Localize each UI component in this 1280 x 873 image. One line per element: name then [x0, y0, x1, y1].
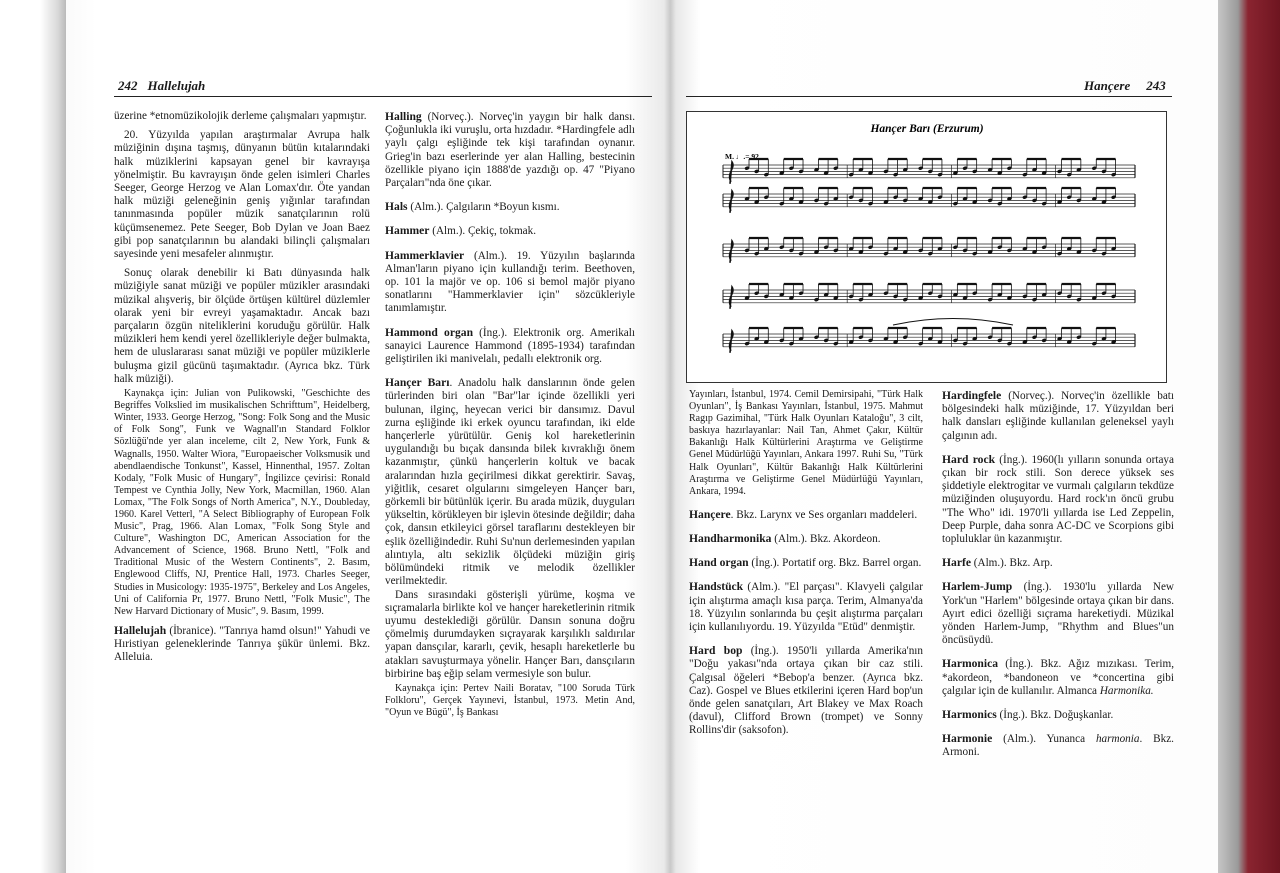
left-col-1	[114, 110, 370, 674]
definition-italic: harmonia	[1095, 733, 1140, 746]
slur	[893, 319, 1013, 326]
left-page-edge	[0, 0, 66, 873]
headword: Hals	[385, 200, 408, 214]
score-tempo: M. ♩.= 92	[725, 152, 759, 161]
entry-hand-organ	[689, 556, 923, 570]
music-score	[687, 112, 1166, 382]
right-page-edge	[1218, 0, 1280, 873]
headword: Hallelujah	[114, 623, 167, 637]
headword: Handharmonika	[689, 532, 772, 546]
staves	[723, 159, 1135, 353]
entry-hardingfele	[942, 389, 1174, 443]
entry-hard-bop	[689, 644, 923, 737]
entry-handharmonika	[689, 532, 923, 546]
bibliography: Yayınları, İstanbul, 1974. Cemil Demirsipahi, "Türk Halk Oyunları", İş Bankası Yayınları, İstanbul, 1975. Mahmut Ragıp Gazimihal, "Türk Halk Oyunları Kataloğu", 3 cilt, baskıya hazırlayanlar: Nail Tan, Ahmet Çakır, Kültür Bakanlığı Halk Kültürlerini Araştırma ve Geliştirme Genel Müdürlüğü Yayınları, Ankara 1997. Ruhi Su, "Türk Halk Oyunları", Kültür Bakanlığı Halk Kültürlerini Araştırma ve Geliştirme Genel Müdürlüğü Yayınları, Ankara, 1994.	[689, 389, 923, 497]
entry-hancere	[689, 508, 923, 522]
definition: (Alm.). Bkz. Arp.	[970, 557, 1053, 570]
music-score-figure	[686, 111, 1167, 383]
entry-handstuck	[689, 580, 923, 634]
book-gutter	[664, 0, 676, 873]
left-running-head	[114, 78, 205, 94]
paragraph: Sonuç olarak denebilir ki Batı dünyasında halk müziğiyle sanat müziği ve popüler müzikler arasındaki müzikal alışveriş, bir ölçüde örtüşen kültürel düzlemler olarak yeni bir evreyi yaşamaktadır. Ancak bazı parçaların özgün niteliklerini koruduğu görülür. Halk müzikleri hem kendi yerel özellikleriyle değer bulmakta, hem de uluslararası sanat müziği ve popüler müziklerle buluşma gizil gücünü taşımaktadır. (Ayrıca bkz. Türk halk müziği).	[114, 267, 370, 385]
right-running-head	[1084, 78, 1166, 94]
score-title: Hançer Barı (Erzurum)	[870, 123, 984, 135]
definition: . Anadolu halk danslarının önde gelen türlerinden biri olan "Bar"lar içinde özellikli yeri bulunan, ilginç, heyecan verici bir dansımız. Davul zurna eşliğinde iki erkek oyuncu tarafından, iki elde hançerlerle yürütülür. Geniş kol hareketlerinin uygulandığı bu bıçak dansında bilek kıvraklığı önem kazanmıştır, çünkü hançerlerin koltuk ve bacak aralarından hızla geçirilmesi dikkat gerektirir. Savaş, yiğitlik, cesaret olgularını simgeleyen Hançer barı, görkemli bir bütünlük içerir. Bu arada müzik, duyguları yükseltin, körükleyen bir işlevin ötesinde değildir; daha çok, dansın etkileyici görsel taraflarını destekleyen bir eşlik özelliğindedir. Ruhi Su'nun derlemesinden yapılan alıntıyla, altı sekizlik ölçüdeki müziğin giriş bölümündeki ritmik ve melodik özellikler verilmektedir.	[385, 377, 635, 588]
headword: Hançer Barı	[385, 376, 450, 390]
paragraph: üzerine *etnomüzikolojik derleme çalışmaları yapmıştır.	[114, 110, 367, 122]
headword: Hardingfele	[942, 389, 1002, 402]
entry-harfe	[942, 556, 1174, 570]
headword: Harmonics	[942, 708, 997, 722]
right-header-rule	[686, 96, 1172, 97]
headword: Halling	[385, 110, 422, 123]
entry-hals	[385, 200, 635, 214]
definition: (İng.). Portatif org. Bkz. Barrel organ.	[748, 557, 922, 570]
headword: Harfe	[942, 556, 971, 570]
headword: Harlem-Jump	[942, 580, 1013, 594]
definition: (Alm.). "El parçası". Klavyeli çalgılar için alıştırma amaçlı kısa parça. Terim, Almanya'da 18. Yüzyılın sonlarında bu çeşit alıştırma parçaları için kullanılıyordu. 19. Yüzyılda "Etüd" denmiştir.	[689, 581, 923, 634]
headword: Hammerklavier	[385, 248, 465, 262]
entry-hallelujah	[114, 624, 370, 665]
right-col-2	[942, 389, 1174, 770]
entry-halling	[385, 110, 635, 190]
headword: Hand organ	[689, 556, 749, 570]
definition: (İng.). Bkz. Ağız mızıkası. Terim, *akordeon, *bandoneon ve *concertina gibi çalgılar için de kullanılır. Almanca	[942, 658, 1174, 697]
left-col-2	[385, 110, 635, 725]
entry-hancer-bari	[385, 376, 635, 588]
entry-hammerklavier	[385, 249, 635, 316]
entry-harlem-jump	[942, 580, 1174, 647]
right-page-header-title: Hançere	[1084, 78, 1131, 93]
headword: Hançere	[689, 507, 731, 521]
entry-harmonics	[942, 708, 1174, 722]
definition: (İng.). 1950'li yıllarda Amerika'nın "Doğu yakası"nda ortaya çıkan bir caz stili. Çalgısal öğeleri *Bebop'a benzer. (Ayrıca bkz. Caz). Gospel ve Blues etkilerini içeren Hard bop'un önde gelen sanatçıları, Art Blakey ve Max Roach (davul), Clifford Brown (trompet) ve Sonny Rollins'dir (saksofon).	[689, 645, 923, 737]
definition: (Norveç.). Norveç'in yaygın bir halk dansı. Çoğunlukla iki vuruşlu, orta hızdadır. *Hardingfele adlı yaylı çalgı eşliğinde tek kişi tarafından oynanır. Grieg'in bazı eserlerinde yer alan Halling, bestecinin özellikle piyano için 1888'de yazdığı op. 47 "Piyano Parçaları"nda öne çıkar.	[385, 111, 635, 190]
headword: Hammond organ	[385, 325, 474, 339]
headword: Harmonie	[942, 732, 993, 746]
definition: (İng.). Bkz. Doğuşkanlar.	[996, 709, 1114, 722]
headword: Harmonica	[942, 657, 999, 671]
definition: (İng.). 1960(lı yılların sonunda ortaya çıkan bir rock stili. Son derece yüksek ses şiddetiyle elektrogitar ve vurmalı çalgıların tekdüze müziğinden oluşuyordu. Hard rock'ın öncü grubu "The Who" idi. 1970'li yıllarda ise Led Zeppelin, Deep Purple, daha sonra AC-DC ve Scorpions gibi topluluklar ün kazanmıştır.	[942, 453, 1174, 546]
definition: (Norveç.). Norveç'in özellikle batı bölgesindeki halk müziğinde, 17. Yüzyıldan beri halk dansları eşliğinde kullanılan geleneksel yaylı çalgının adı.	[942, 390, 1174, 442]
entry-hard-rock	[942, 453, 1174, 546]
headword: Hard rock	[942, 452, 996, 466]
entry-harmonica	[942, 657, 1174, 698]
definition: (Alm.). Yunanca	[992, 733, 1096, 746]
entry-harmonie	[942, 732, 1174, 759]
definition: (Alm.). Bkz. Akordeon.	[771, 533, 881, 546]
headword: Hammer	[385, 224, 430, 238]
entry-hammond-organ	[385, 326, 635, 367]
bibliography: Kaynakça için: Pertev Naili Boratav, "100 Soruda Türk Folkloru", Gerçek Yayınevi, İstanbul, 1973. Metin And, "Oyun ve Bügü", İş Bankası	[385, 682, 635, 719]
definition: (İbranice). "Tanrıya hamd olsun!" Yahudi ve Hıristiyan geleneklerinde Tanrıya şükür ünlemi. Bkz. Alleluia.	[114, 624, 370, 664]
paragraph: Dans sırasındaki gösterişli yürüme, koşma ve sıçramalarla birlikte kol ve hançer hareketlerinin ritmik uyumu desteklediği görülür. Dansın sonuna doğru çömelmiş durumdayken sıçrayarak karşılıklı saldırılar yapan dansçılar, kararlı, çevik, hesaplı hareketlerle bu atakları savuşturmaya yönelir. Hançer Barı, dansçıların birbirine baş eğip selam vermesiyle son bulur.	[385, 588, 635, 680]
bibliography: Kaynakça için: Julian von Pulikowski, "Geschichte des Begriffes Volkslied im musikalischen Schrifttum", Heidelberg, Winter, 1933. George Herzog, "Song: Folk Song and the Music of Folk Song", Funk ve Wagnall'ın Standard Folklor Sözlüğü'nde yer alan inceleme, cilt 2, New York, Funk & Wagnalls, 1950. Walter Wiora, "Europaeischer Volksmusik und abendlaendische Tonkunst", Kassel, Hinnenthal, 1957. Zoltan Kodaly, "Folk Music of Hungary", İngilizce çevirisi: Ronald Tempest ve Cynthia Jolly, New York, Macmillan, 1960. Alan Lomax, "The Folk Songs of North America", N.Y., Doubleday, 1960. Karel Vetterl, "A Select Bibliography of European Folk Music", Prag, 1966. Alan Lomax, "Folk Song Style and Culture", Washington DC, American Association for the Advancement of Science, 1968. Bruno Nettl, "Folk and Traditional Music of the Western Continents", 2. Basım, Englewood Cliffs, NJ, Prentice Hall, 1973. Charles Seeger, Studies in Musicology: 1935-1975", Berkeley and Los Angeles, Uni of California Pr, 1977. Bruno Nettl, "Folk Music", The New Harvard Dictionary of Music", 9. Basım, 1999.	[114, 388, 370, 617]
definition: (Alm.). Çalgıların *Boyun kısmı.	[407, 201, 560, 214]
definition: . Bkz. Larynx ve Ses organları maddeleri.	[730, 508, 918, 521]
definition: (İng.). 1930'lu yıllarda New York'un "Harlem" bölgesinde ortaya çıkan bir dans. Ayırt edici özelliği sıçrama hareketiydi. Müzikal yönden Harlem-Jump, "Rhythm and Blues"un öncüsüydü.	[942, 581, 1174, 647]
left-page-number: 242	[118, 78, 138, 93]
entry-hammer	[385, 224, 635, 238]
definition-italic: Harmonika.	[1099, 684, 1154, 697]
left-header-rule	[114, 96, 652, 97]
definition: (İng.). Elektronik org. Amerikalı sanayici Laurence Hammond (1895-1934) tarafından geliştirilen iki manivelalı, pedallı elektronik org.	[385, 326, 635, 366]
headword: Handstück	[689, 580, 744, 594]
definition: (Alm.). Çekiç, tokmak.	[429, 225, 537, 238]
paragraph: 20. Yüzyılda yapılan araştırmalar Avrupa halk müziğinin dışına taşmış, dünyanın bütün kıtalarındaki halk müziklerini kapsayan genel bir kavrayışa yönelmiştir. Bu kavrayışın önde gelen isimleri Charles Seeger, George Herzog ve Alan Lomax'dır. Öte yandan halk müziği geleneğinin geniş yığınlar tarafından tanınmasında popüler müzik sanatçılarının rolü küçümsenemez. Pete Seeger, Bob Dylan ve Joan Baez gibi pop sanatçılarının bu alandaki bilinçli çalışmaları sayesinde yeni mesafeler alınmıştır.	[114, 129, 370, 261]
definition-tail: . Bkz. Armoni.	[942, 733, 1174, 759]
left-page-header-title: Hallelujah	[147, 78, 206, 93]
right-page-number: 243	[1146, 78, 1166, 93]
right-col-1	[689, 389, 923, 748]
definition: (Alm.). 19. Yüzyılın başlarında Alman'ların piyano için kullandığı terim. Beethoven, op. 101 la majör ve op. 106 si bemol majör piyano sonatlarını "Hammerklavier için" sözcükleriyle tanımlamıştır.	[385, 249, 635, 315]
headword: Hard bop	[689, 644, 743, 658]
